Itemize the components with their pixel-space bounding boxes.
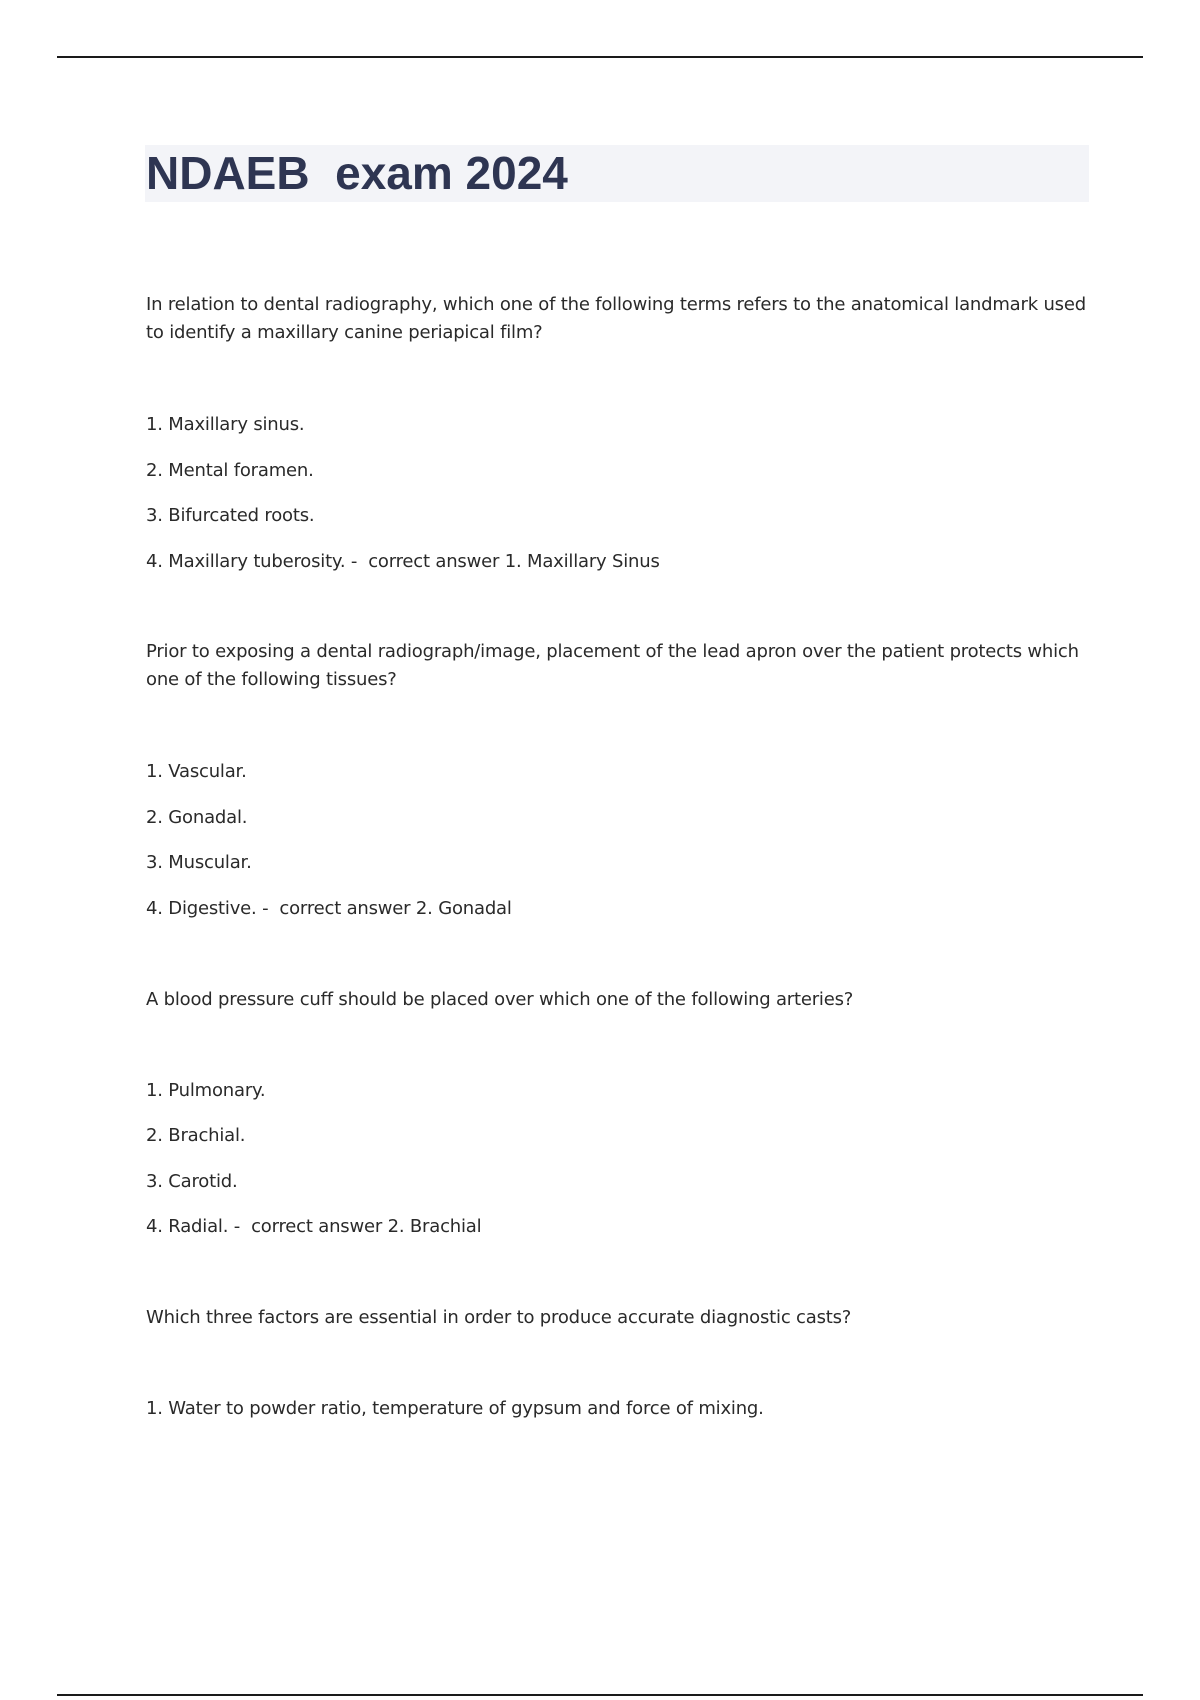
question-1-option-1: 1. Maxillary sinus. xyxy=(146,414,305,435)
question-3-option-2: 2. Brachial. xyxy=(146,1125,246,1146)
question-2-text: Prior to exposing a dental radiograph/image, placement of the lead apron over the patient protects which one of the following tissues? xyxy=(146,641,1079,690)
question-2-option-3: 3. Muscular. xyxy=(146,852,252,873)
answer-separator: - xyxy=(345,551,369,572)
question-2-option-4-with-answer xyxy=(146,896,512,922)
question-1-option-4-with-answer xyxy=(146,549,660,575)
answer-label: correct answer xyxy=(279,898,411,919)
answer-separator: - xyxy=(256,898,280,919)
question-3-option-3: 3. Carotid. xyxy=(146,1171,238,1192)
question-4-option-1: 1. Water to powder ratio, temperature of gypsum and force of mixing. xyxy=(146,1398,764,1419)
question-1-option-2: 2. Mental foramen. xyxy=(146,460,314,481)
question-3-text: A blood pressure cuff should be placed over which one of the following arteries? xyxy=(146,989,854,1010)
answer-label: correct answer xyxy=(368,551,500,572)
question-1-text: In relation to dental radiography, which one of the following terms refers to the anatomical landmark used to identify a maxillary canine periapical film? xyxy=(146,294,1086,343)
answer-label: correct answer xyxy=(251,1216,383,1237)
question-3-option-1: 1. Pulmonary. xyxy=(146,1080,266,1101)
option-text: 4. Maxillary tuberosity. xyxy=(146,551,346,572)
correct-answer: 2. Gonadal xyxy=(415,898,512,919)
correct-answer: 2. Brachial xyxy=(387,1216,482,1237)
option-text: 4. Digestive. xyxy=(146,898,257,919)
header-rule xyxy=(57,56,1143,58)
footer-rule xyxy=(57,1694,1143,1696)
question-2-option-2: 2. Gonadal. xyxy=(146,807,248,828)
correct-answer: 1. Maxillary Sinus xyxy=(504,551,660,572)
option-text: 4. Radial. xyxy=(146,1216,229,1237)
question-4-text: Which three factors are essential in order to produce accurate diagnostic casts? xyxy=(146,1307,852,1328)
question-1-option-3: 3. Bifurcated roots. xyxy=(146,505,315,526)
page-title: NDAEB exam 2024 xyxy=(146,147,568,199)
question-3-option-4-with-answer xyxy=(146,1214,481,1240)
answer-separator: - xyxy=(228,1216,252,1237)
question-2-option-1: 1. Vascular. xyxy=(146,761,247,782)
